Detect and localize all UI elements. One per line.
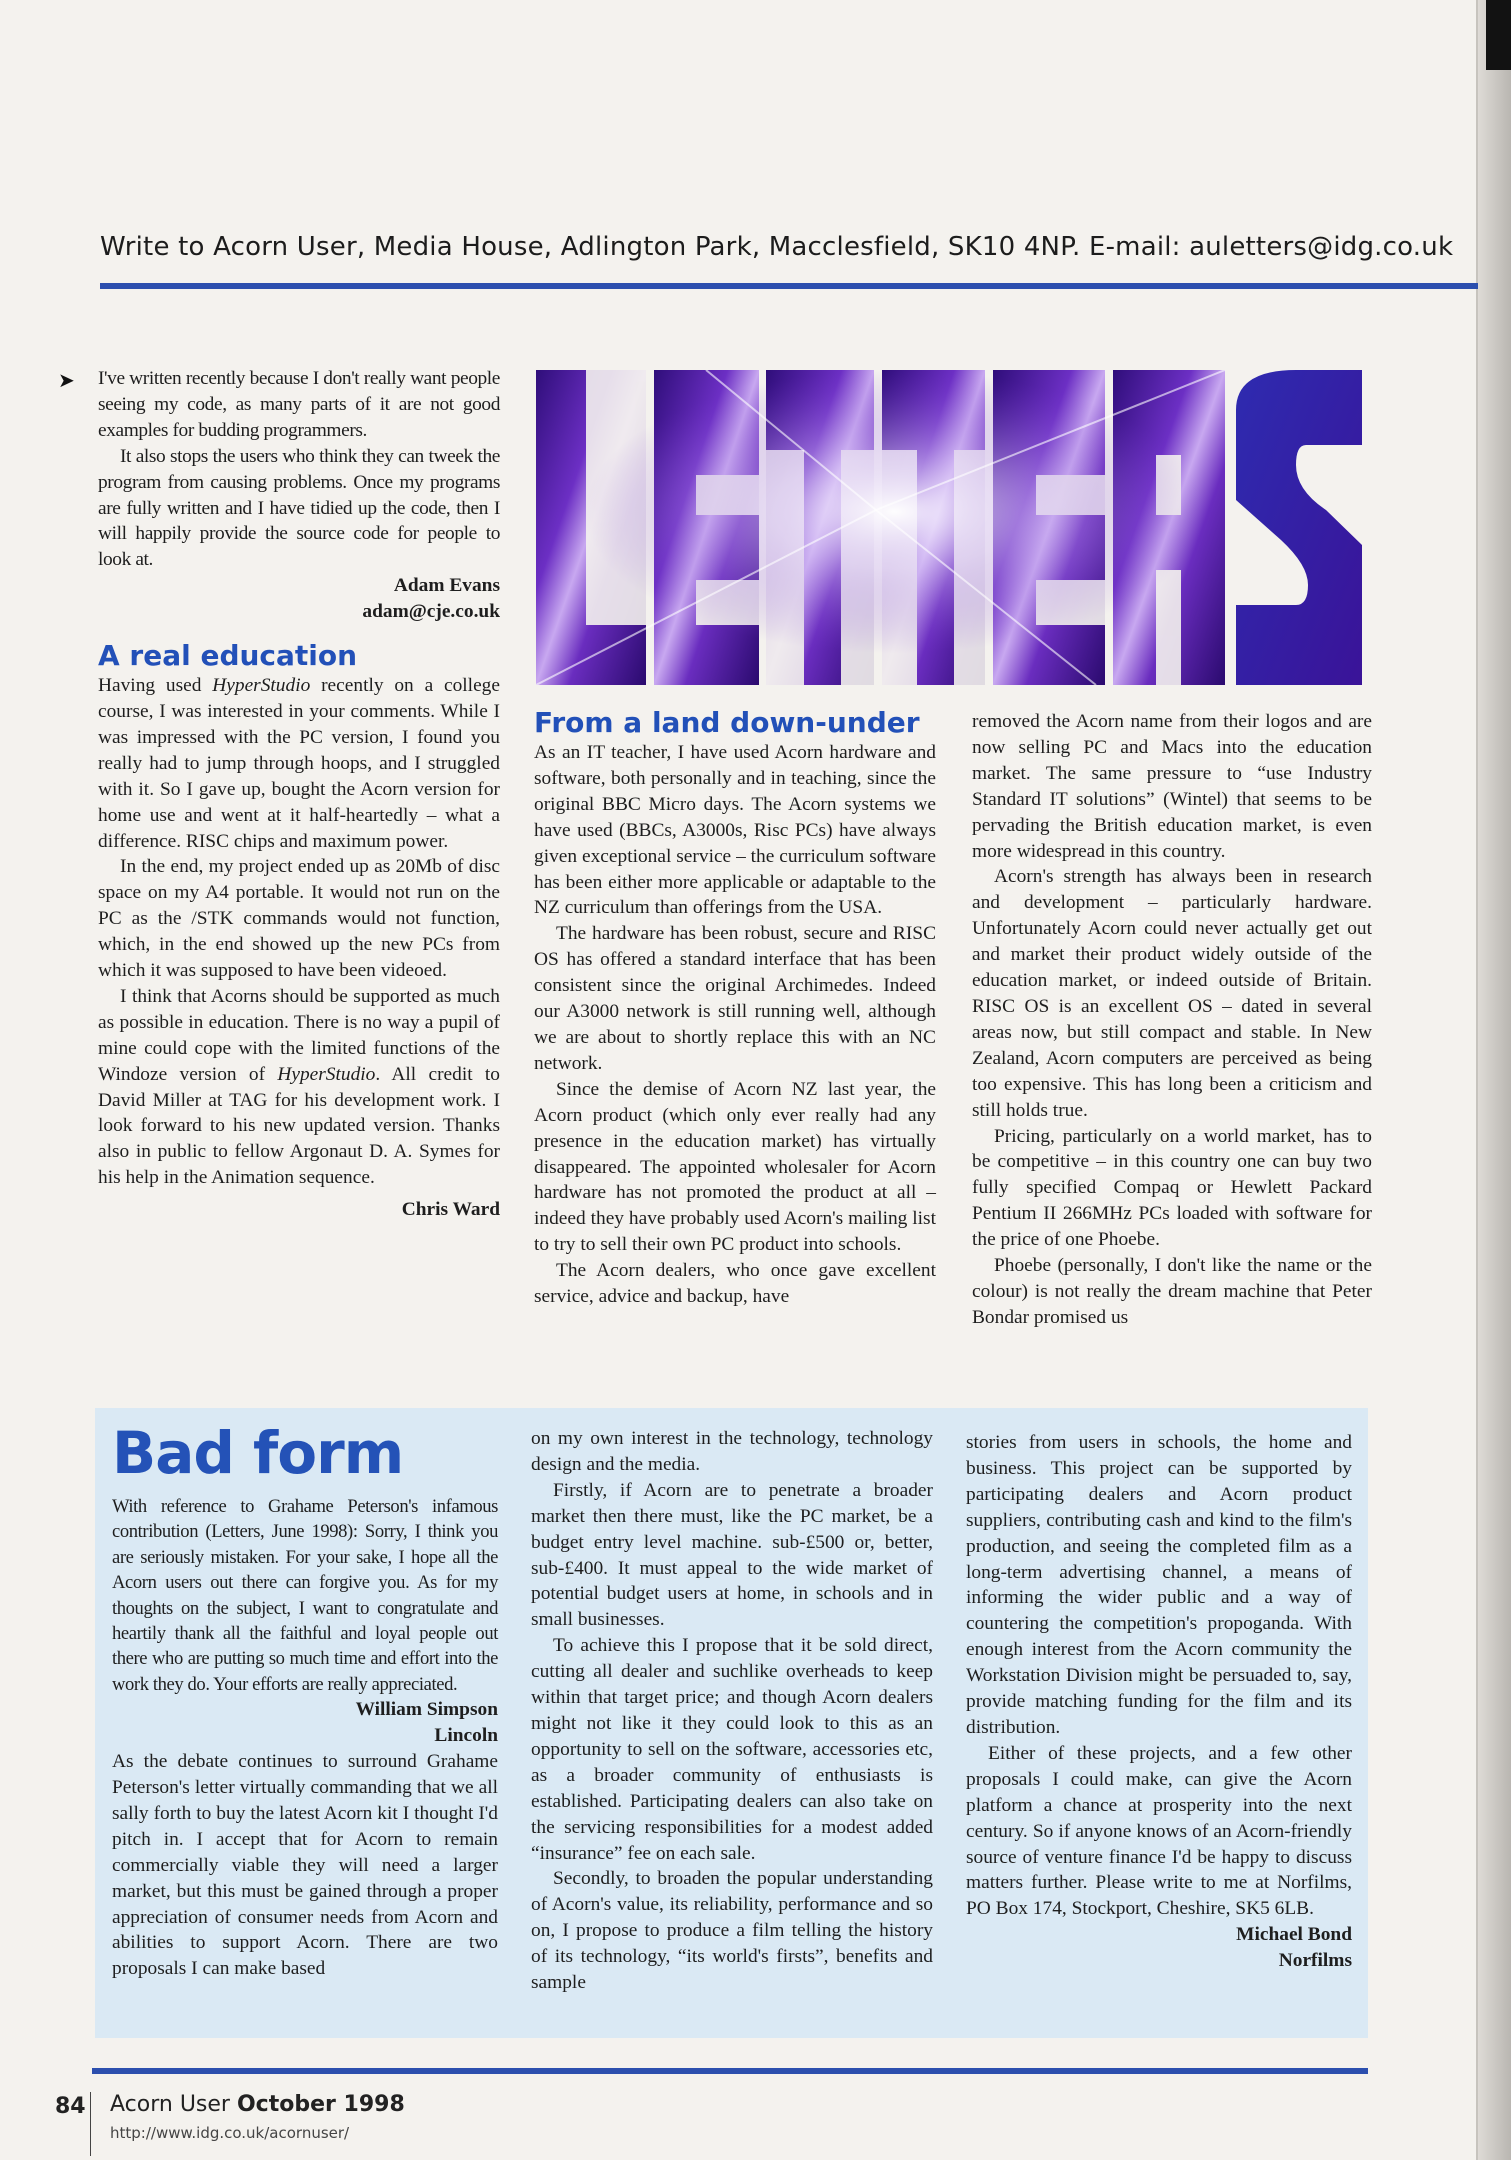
letter-paragraph: The Acorn dealers, who once gave excellent service, advice and backup, have [534, 1260, 936, 1308]
page-edge-line [1476, 0, 1478, 2160]
letter-paragraph: As the debate continues to surround Grahame Peterson's letter virtually commanding that we all sally forth to buy the latest Acorn kit I thought I'd pitch in. I accept that for Acorn to remain commercially viable they will need a larger market, but this must be gained through a proper appreciation of consumer needs from Acorn and abilities to support Acorn. There are two proposals I can make based [112, 1751, 498, 1980]
column-3 [972, 709, 1372, 1331]
page-number: 84 [55, 2094, 86, 2119]
letters-logo [536, 370, 1362, 685]
column-2 [534, 706, 936, 1310]
italic-title: HyperStudio [212, 675, 311, 697]
signature-email: adam@cje.co.uk [362, 601, 500, 623]
letter-paragraph: Pricing, particularly on a world market, has to be competitive – in this country one can buy two fully specified Compaq or Hewlett Packard Pentium II 266MHz PCs loaded with software for the price of one Phoebe. [972, 1125, 1372, 1251]
letter-paragraph: on my own interest in the technology, technology design and the media. [531, 1428, 933, 1475]
page-corner-shadow [1486, 0, 1511, 70]
footer-rule [92, 2068, 1368, 2074]
letter-paragraph: Phoebe (personally, I don't like the name or the colour) is not really the dream machine that Peter Bondar promised us [972, 1255, 1372, 1328]
letter-paragraph: Since the demise of Acorn NZ last year, the Acorn product (which only ever really had any presence in the education market) has virtually disappeared. The appointed wholesaler for Acorn hardware has not promoted the product at all – indeed they have probably used Acorn's mailing list to try to sell their own PC product into schools. [534, 1078, 936, 1256]
letter-paragraph: It also stops the users who think they can tweek the program from causing problems. Once my programs are fully written and I have tidied up the code, then I will happily provide the source code for people to look at. [98, 445, 500, 571]
letter-paragraph: As an IT teacher, I have used Acorn hardware and software, both personally and in teaching, since the original BBC Micro days. The Acorn systems we have used (BBCs, A3000s, Risc PCs) have always given exceptional service – the curriculum software has been either more applicable or adaptable to the NZ curriculum than offerings from the USA. [534, 742, 936, 919]
signature-name: William Simpson [355, 1699, 498, 1721]
letter-paragraph: Having used HyperStudio recently on a college course, I was interested in your comments. While I was impressed with the PC version, I found you really had to jump through hoops, and I struggled with it. So I gave up, bought the Acorn version for home use and went at it half-heartedly – what a difference. RISC chips and maximum power. [98, 675, 500, 852]
continuation-arrow-icon: ➤ [58, 368, 75, 392]
column-1 [98, 366, 500, 1223]
bad-form-column-2 [531, 1426, 933, 1996]
bad-form-column-1 [112, 1418, 498, 1982]
letter-paragraph: stories from users in schools, the home and business. This project can be supported by participating dealers and Acorn product suppliers, contributing cash and kind to the film's production, and seeing the completed film as a long-term advertising channel, a means of informing the wider public and a way of countering the competition's propoganda. With enough interest from the Acorn community the Workstation Division might be persuaded to, say, provide matching funding for the film and its distribution. [966, 1432, 1352, 1738]
signature-name: Adam Evans [393, 575, 500, 597]
letter-paragraph: Firstly, if Acorn are to penetrate a broader market then there must, like the PC market, be a budget entry level machine. sub-£500 or, better, sub-£400. It must appeal to the wide market of potential budget users at home, in schools and in small businesses. [531, 1479, 933, 1631]
letter-paragraph: removed the Acorn name from their logos and are now selling PC and Macs into the education market. The same pressure to “use Industry Standard IT solutions” (Wintel) that seems to be pervading the British education market, is even more widespread in this country. [972, 711, 1372, 862]
heading-real-education: A real education [98, 639, 358, 673]
heading-land-down-under: From a land down-under [534, 706, 920, 739]
letter-paragraph: Either of these projects, and a few other proposals I could make, can give the Acorn platform a chance at prosperity into the next century. So if anyone knows of an Acorn-friendly source of venture finance I'd be happy to discuss matters further. Please write to me at Norfilms, PO Box 174, Stockport, Cheshire, SK5 6LB. [966, 1742, 1352, 1920]
bad-form-column-3 [966, 1430, 1352, 1974]
heading-bad-form: Bad form [112, 1419, 404, 1487]
letter-paragraph: With reference to Grahame Peterson's infamous contribution (Letters, June 1998): Sorry, I think you are seriously mistaken. For your sake, I hope all the Acorn users out there can forgive you. As for my thoughts on the subject, I want to congratulate and heartily thank all the faithful and loyal people out there who are putting so much time and effort into the work they do. Your efforts are really appreciated. [112, 1496, 498, 1695]
signature-name: Chris Ward [401, 1199, 500, 1221]
letter-paragraph: In the end, my project ended up as 20Mb of disc space on my A4 portable. It would not run on the PC as the /STK commands would not function, which, in the end showed up the new PCs from which it was supposed to have been videoed. [98, 856, 500, 982]
signature-place: Lincoln [434, 1725, 498, 1747]
italic-title: HyperStudio [277, 1063, 376, 1085]
footer-url[interactable]: http://www.idg.co.uk/acornuser/ [110, 2124, 350, 2142]
letter-paragraph: Secondly, to broaden the popular understanding of Acorn's value, its reliability, performance and so on, I propose to produce a film telling the history of its technology, “its world's firsts”, benefits and sample [531, 1868, 933, 1994]
letter-paragraph: To achieve this I propose that it be sold direct, cutting all dealer and suchlike overheads to keep within that target price; and though Acorn dealers might not like it they could look to this as an opportunity to sell on the software, accessories etc, as a broader community of enthusiasts is established. Participating dealers can also take on the servicing responsibilities for a modest added “insurance” fee on each sale. [531, 1635, 933, 1864]
footer-divider [90, 2092, 91, 2156]
footer-magazine: Acorn User October 1998 [110, 2092, 405, 2117]
letter-paragraph: I think that Acorns should be supported as much as possible in education. There is no way a pupil of mine could cope with the limited functions of the Windoze version of HyperStudio. All credit to David Miller at TAG for his development work. I look forward to his new updated version. Thanks also in public to fellow Argonaut D. A. Symes for his help in the Animation sequence. [98, 985, 500, 1189]
letter-paragraph: Acorn's strength has always been in research and development – particularly hardware. Unfortunately Acorn could never actually get out and market their product widely outside of the education market, or indeed outside of Britain. RISC OS is an excellent OS – dated in several areas now, but still compact and stable. In New Zealand, Acorn computers are perceived as being too expensive. This has long been a criticism and still holds true. [972, 866, 1372, 1121]
footer-issue: October 1998 [236, 2092, 405, 2117]
signature-org: Norfilms [1278, 1950, 1352, 1972]
header-address: Write to Acorn User, Media House, Adlington Park, Macclesfield, SK10 4NP. E-mail: auletters@idg.co.uk [100, 232, 1454, 262]
header-rule [100, 283, 1478, 289]
page-edge [1478, 0, 1511, 2160]
letter-paragraph: The hardware has been robust, secure and RISC OS has offered a standard interface that has been consistent since the original Archimedes. Indeed our A3000 network is still running well, although we are about to shortly replace this with an NC network. [534, 923, 936, 1074]
letter-paragraph: I've written recently because I don't really want people seeing my code, as many parts of it are not good examples for budding programmers. [98, 368, 500, 441]
signature-name: Michael Bond [1236, 1924, 1352, 1946]
